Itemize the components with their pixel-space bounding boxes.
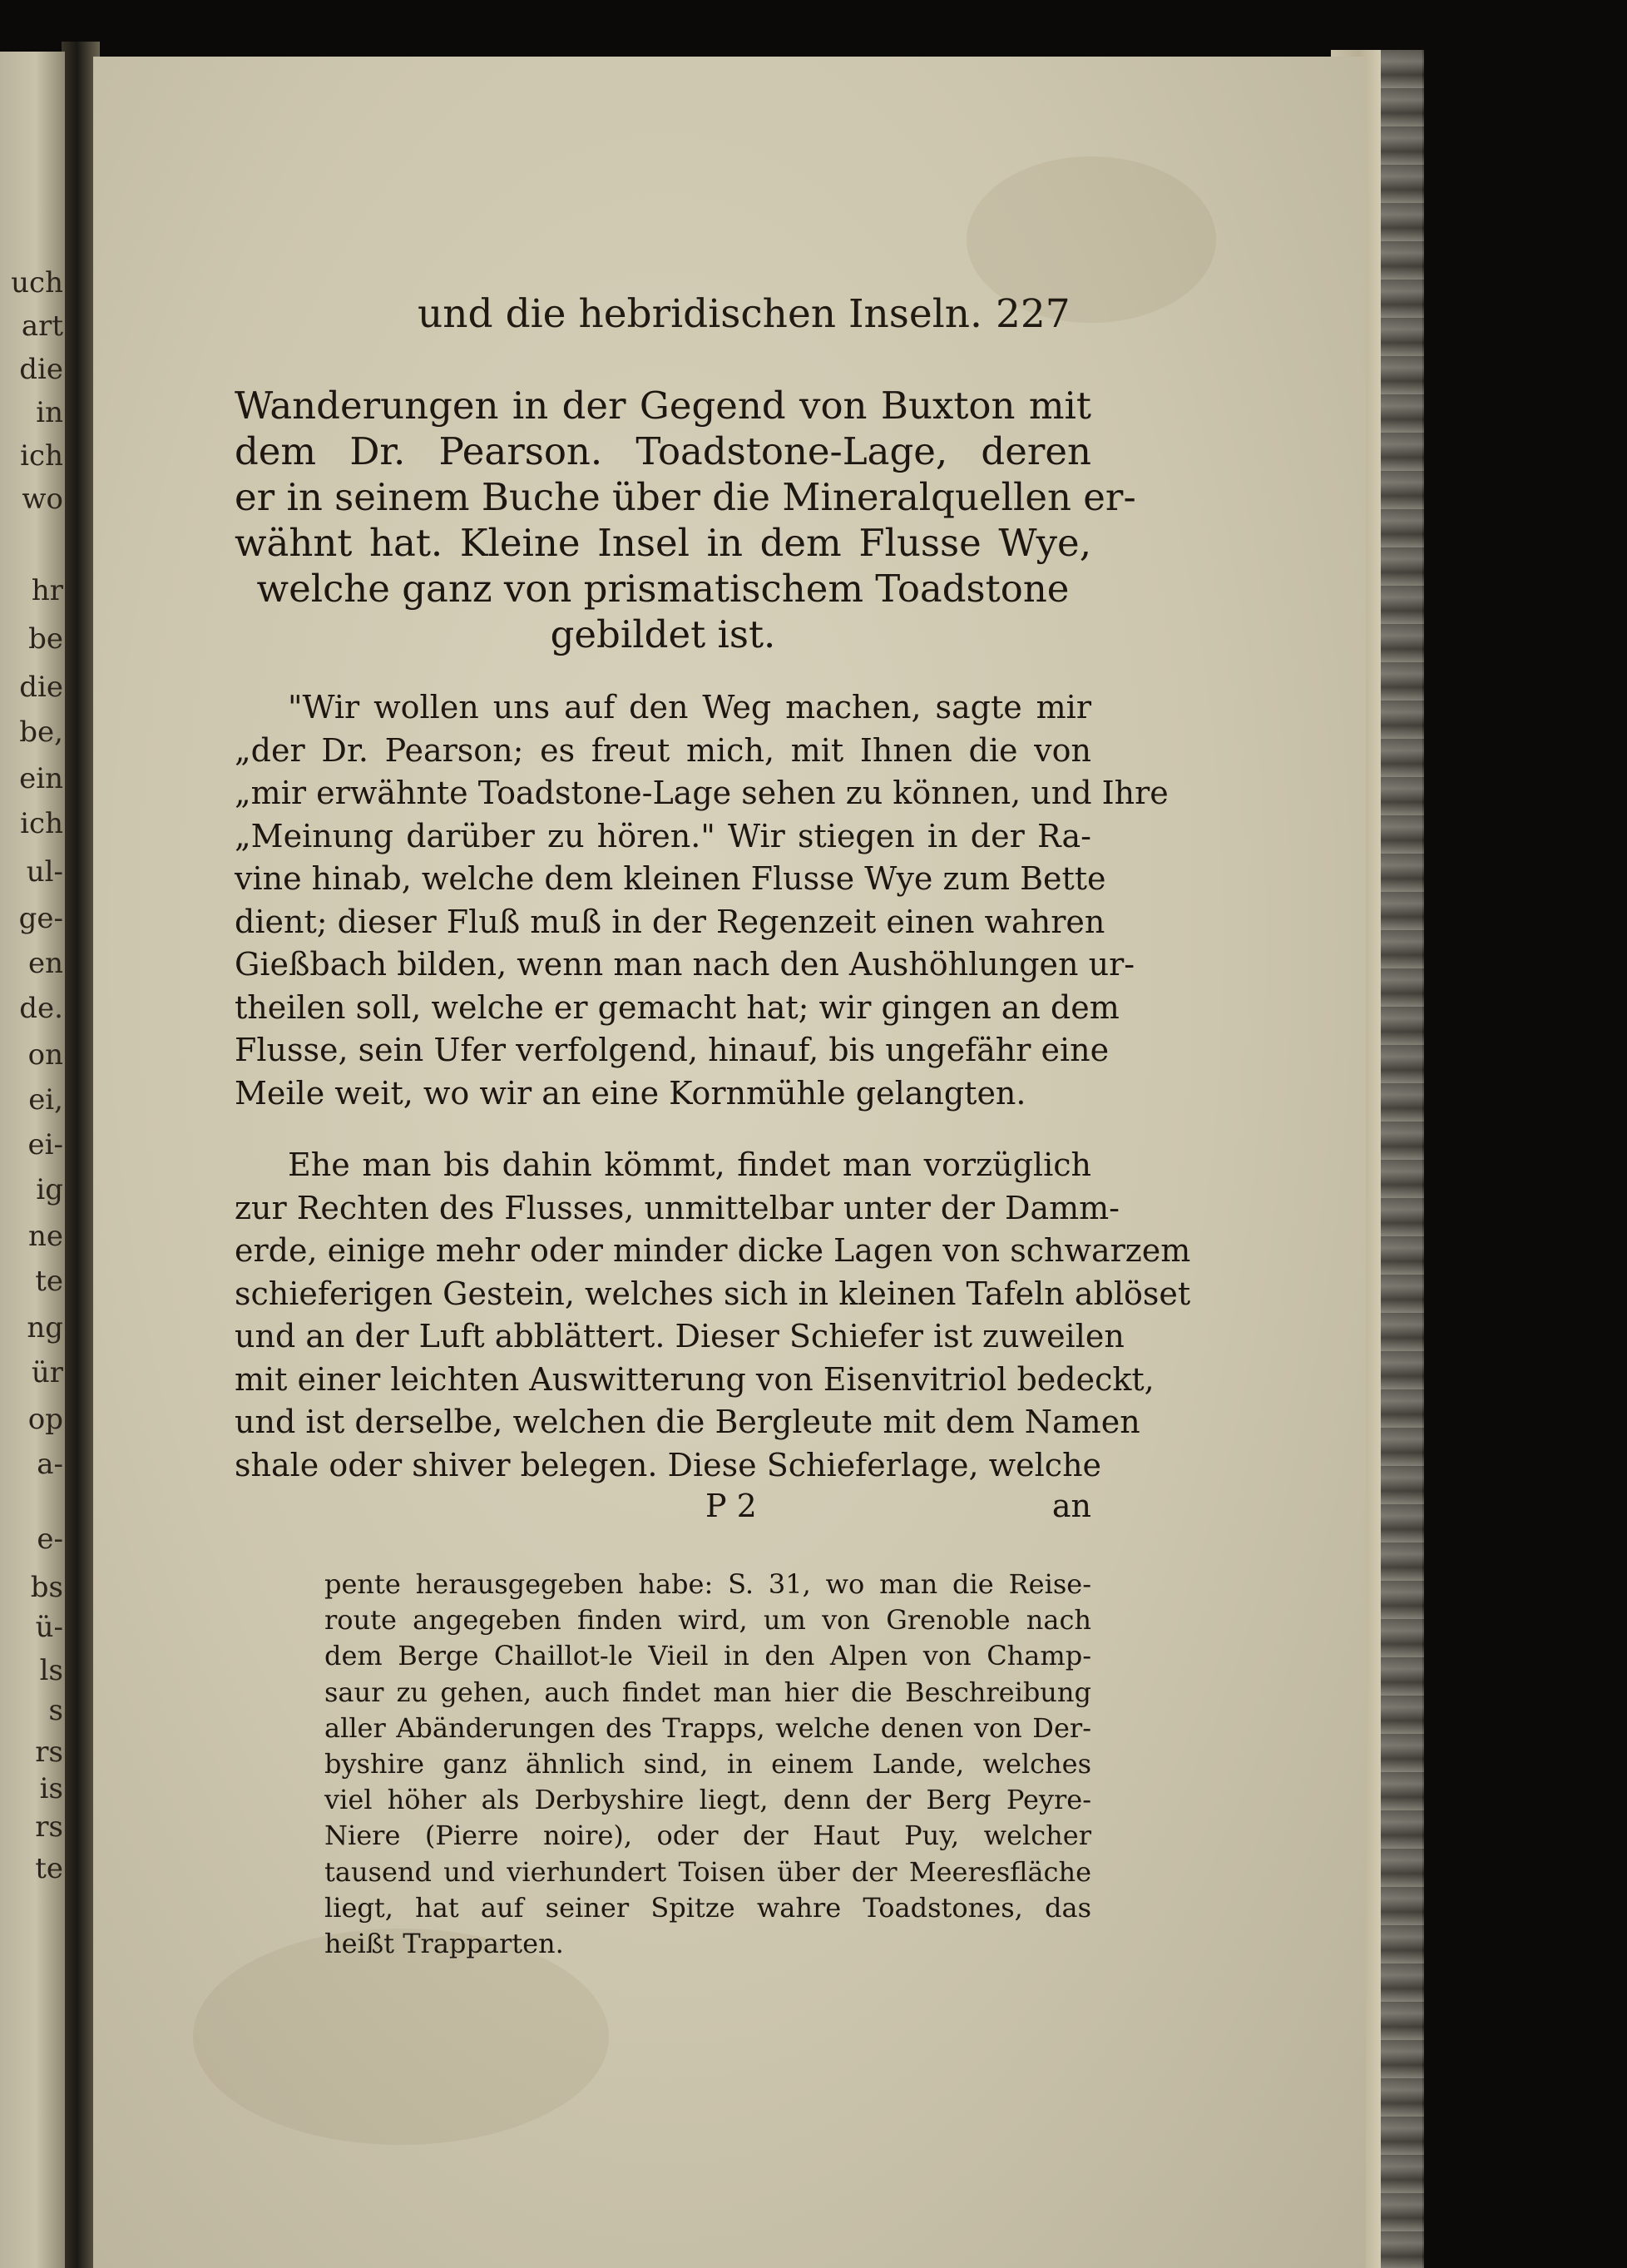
footnote-line: saur zu gehen, auch findet man hier die Beschreibung bbox=[324, 1676, 1091, 1708]
text-line: theilen soll, welche er gemacht hat; wir gingen an dem bbox=[235, 988, 1120, 1026]
left-page-fragment: in bbox=[36, 396, 63, 429]
left-page-fragment: rs bbox=[35, 1736, 63, 1769]
text-line: "Wir wollen uns auf den Weg machen, sagte mir bbox=[288, 689, 1091, 725]
footnote-line: tausend und vierhundert Toisen über der Meeresfläche bbox=[324, 1855, 1091, 1888]
footnote-line: Niere (Pierre noire), oder der Haut Puy, welcher bbox=[324, 1820, 1091, 1852]
page-number: 227 bbox=[996, 291, 1071, 337]
left-page-fragment: ei- bbox=[27, 1128, 63, 1161]
left-page-fragment: wo bbox=[22, 483, 63, 516]
text-line: und ist derselbe, welchen die Bergleute mit dem Namen bbox=[235, 1404, 1140, 1440]
left-page bbox=[0, 52, 65, 2268]
left-page-fragment: be bbox=[28, 622, 63, 656]
left-page-fragment: ng bbox=[27, 1311, 63, 1344]
left-page-fragment: a- bbox=[37, 1448, 63, 1481]
summary-line: gebildet ist. bbox=[550, 612, 776, 656]
left-page-fragment: art bbox=[21, 309, 63, 343]
text-line: schieferigen Gestein, welches sich in kleinen Tafeln ablöset bbox=[235, 1275, 1191, 1312]
text-line: „Meinung darüber zu hören." Wir stiegen in der Ra- bbox=[235, 817, 1091, 854]
left-page-fragment: die bbox=[19, 353, 63, 386]
footnote-line: liegt, hat auf seiner Spitze wahre Toadstones, das bbox=[324, 1891, 1091, 1924]
left-page-fragment: en bbox=[27, 947, 63, 980]
chapter-summary bbox=[235, 383, 1136, 657]
text-line: shale oder shiver belegen. Diese Schieferlage, welche bbox=[235, 1446, 1102, 1483]
left-page-fragment: ür bbox=[31, 1356, 63, 1389]
left-page-fragment: die bbox=[19, 671, 63, 704]
left-page-fragment: ei, bbox=[28, 1083, 63, 1117]
left-page-fragment: ü- bbox=[35, 1611, 63, 1644]
footnote-line: byshire ganz ähnlich sind, in einem Lande, welches bbox=[324, 1747, 1091, 1780]
text-line: und an der Luft abblättert. Dieser Schiefer ist zuweilen bbox=[235, 1318, 1125, 1354]
catchword: an bbox=[1051, 1488, 1091, 1524]
left-page-fragment: ul- bbox=[26, 855, 63, 889]
text-line: „mir erwähnte Toadstone-Lage sehen zu können, und Ihre bbox=[235, 775, 1169, 811]
text-line: Gießbach bilden, wenn man nach den Aushöhlungen ur- bbox=[235, 946, 1135, 983]
text-line: zur Rechten des Flusses, unmittelbar unter der Damm- bbox=[235, 1189, 1120, 1226]
footnote-line: dem Berge Chaillot-le Vieil in den Alpen von Champ- bbox=[324, 1640, 1091, 1672]
left-page-fragment: s bbox=[48, 1694, 63, 1727]
left-page-fragment: uch bbox=[11, 266, 63, 300]
text-line: erde, einige mehr oder minder dicke Lagen von schwarzem bbox=[235, 1232, 1191, 1269]
left-page-fragment: ne bbox=[27, 1220, 63, 1253]
text-line: Meile weit, wo wir an eine Kornmühle gelangten. bbox=[235, 1074, 1026, 1112]
cover-edge bbox=[1381, 50, 1424, 2268]
paragraph-1 bbox=[235, 686, 1169, 1115]
summary-line: dem Dr. Pearson. Toadstone-Lage, deren bbox=[235, 429, 1091, 473]
footnote-line: viel höher als Derbyshire liegt, denn der Berg Peyre- bbox=[324, 1784, 1091, 1816]
paragraph-2 bbox=[235, 1144, 1191, 1487]
left-page-fragment: op bbox=[27, 1403, 63, 1436]
footnote bbox=[324, 1567, 1091, 1962]
summary-line: welche ganz von prismatischem Toadstone bbox=[256, 567, 1070, 611]
left-page-fragment: on bbox=[27, 1038, 63, 1072]
left-page-fragment: ich bbox=[20, 439, 63, 473]
text-line: vine hinab, welche dem kleinen Flusse Wye zum Bette bbox=[235, 860, 1106, 897]
summary-line: Wanderungen in der Gegend von Buxton mit bbox=[235, 384, 1091, 428]
footnote-line: heißt Trapparten. bbox=[324, 1927, 564, 1959]
left-page-fragment: te bbox=[35, 1852, 63, 1885]
left-page-fragment: hr bbox=[31, 574, 63, 607]
left-page-fragment: be, bbox=[19, 716, 63, 749]
left-page-fragment: ich bbox=[20, 807, 63, 840]
left-page-fragment: bs bbox=[30, 1571, 63, 1604]
left-page-fragment: ein bbox=[19, 762, 63, 795]
text-line: „der Dr. Pearson; es freut mich, mit Ihnen die von bbox=[235, 731, 1091, 769]
footnote-line: aller Abänderungen des Trapps, welche denen von Der- bbox=[324, 1711, 1091, 1744]
left-page-fragment: de. bbox=[19, 992, 63, 1025]
left-page-fragment: is bbox=[39, 1772, 63, 1805]
text-line: Ehe man bis dahin kömmt, findet man vorzüglich bbox=[288, 1146, 1091, 1183]
left-page-fragment: ig bbox=[36, 1173, 63, 1206]
left-page-fragment: ls bbox=[39, 1654, 63, 1687]
left-page-fragment: ge- bbox=[18, 902, 63, 935]
footnote-line: pente herausgegeben habe: S. 31, wo man die Reise- bbox=[324, 1568, 1091, 1600]
text-line: mit einer leichten Auswitterung von Eisenvitriol bedeckt, bbox=[235, 1360, 1155, 1398]
left-page-fragment: e- bbox=[37, 1523, 63, 1556]
right-page bbox=[93, 57, 1366, 2268]
left-page-fragment: te bbox=[35, 1265, 63, 1298]
summary-line: er in seinem Buche über die Mineralquellen er- bbox=[235, 475, 1136, 519]
signature-mark: P 2 bbox=[705, 1488, 757, 1524]
running-head: und die hebridischen Inseln. bbox=[418, 291, 982, 337]
text-line: Flusse, sein Ufer verfolgend, hinauf, bis ungefähr eine bbox=[235, 1032, 1110, 1068]
footnote-line: route angegeben finden wird, um von Grenoble nach bbox=[324, 1604, 1091, 1637]
text-line: dient; dieser Fluß muß in der Regenzeit einen wahren bbox=[235, 903, 1105, 940]
left-page-fragment: rs bbox=[35, 1810, 63, 1844]
summary-line: wähnt hat. Kleine Insel in dem Flusse Wye, bbox=[235, 521, 1091, 565]
